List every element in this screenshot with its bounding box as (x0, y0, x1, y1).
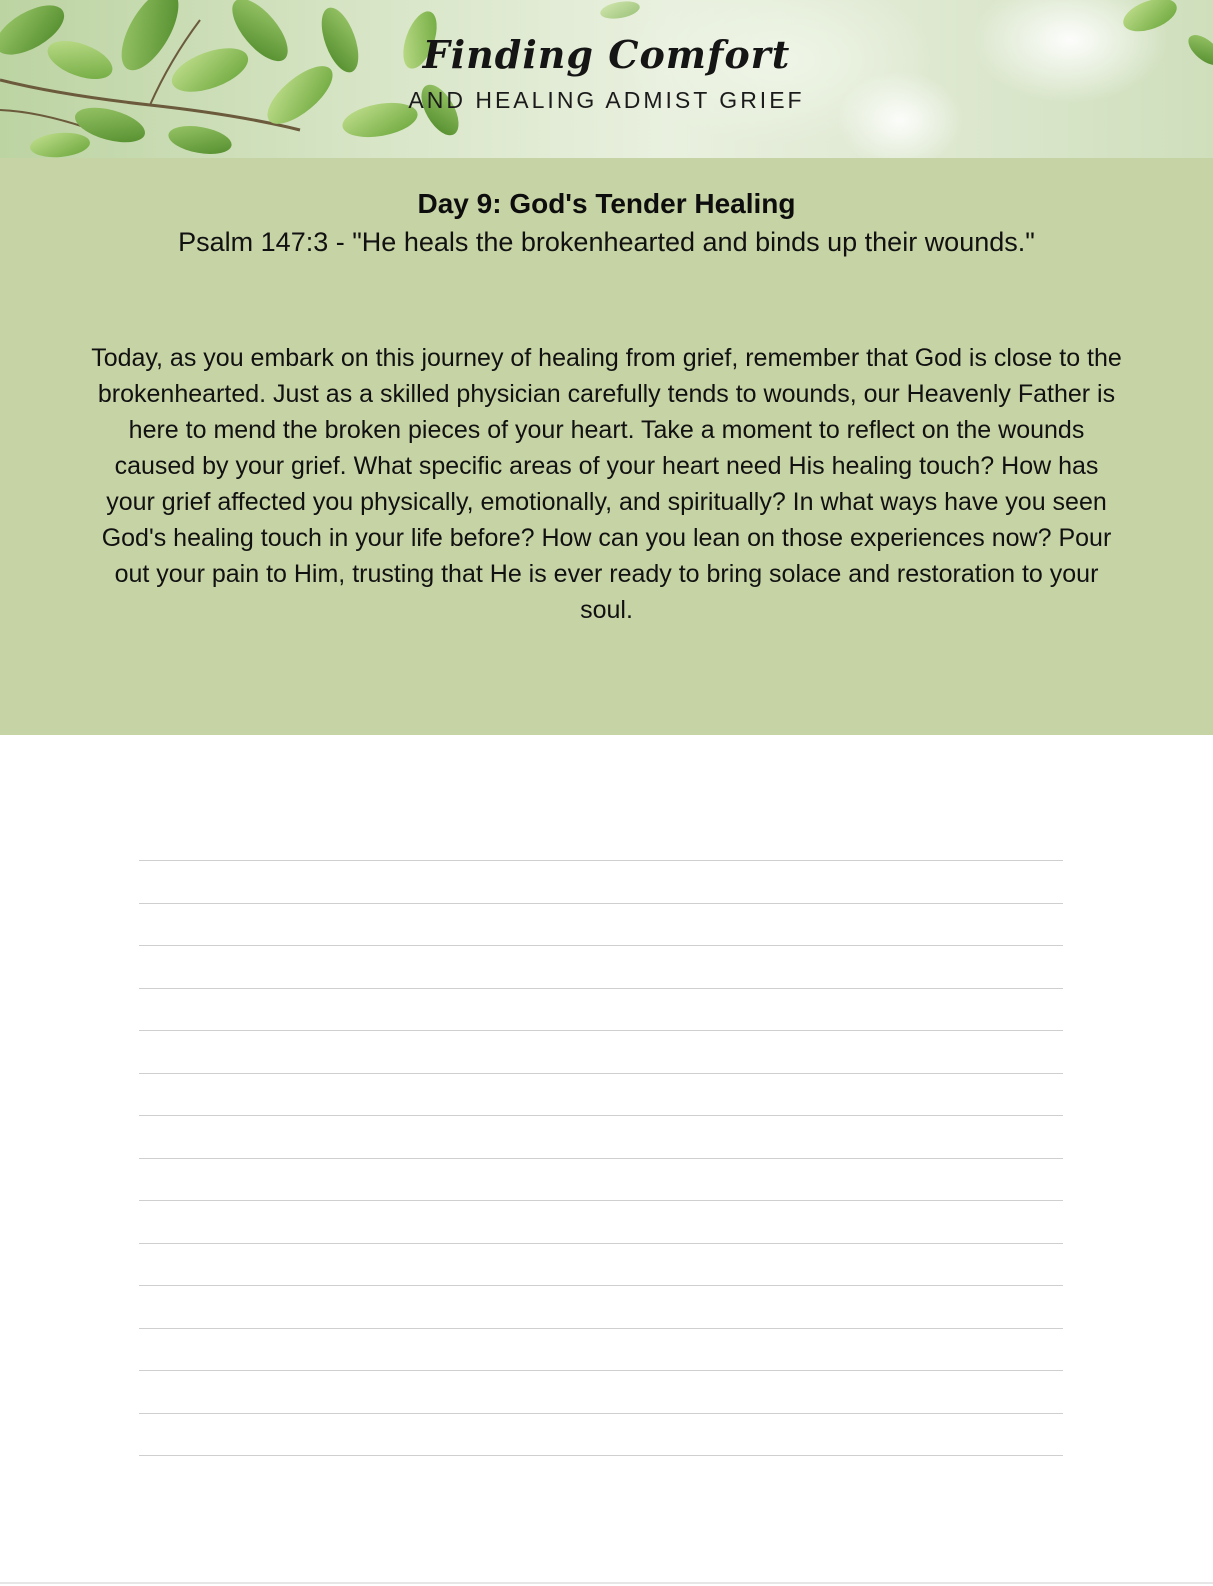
journal-line[interactable] (139, 860, 1063, 861)
journal-line[interactable] (139, 988, 1063, 989)
journal-line[interactable] (139, 903, 1063, 904)
journal-line[interactable] (139, 945, 1063, 946)
day-title: Day 9: God's Tender Healing (417, 188, 796, 219)
journal-line[interactable] (139, 1158, 1063, 1159)
journal-line[interactable] (139, 1455, 1063, 1456)
scripture-verse: Psalm 147:3 - "He heals the brokenhearted and binds up their wounds." (178, 227, 1035, 257)
journal-line[interactable] (139, 1073, 1063, 1074)
journal-line[interactable] (139, 1285, 1063, 1286)
journal-line[interactable] (139, 1328, 1063, 1329)
devotional-body: Today, as you embark on this journey of healing from grief, remember that God is close to the brokenhearted. Just as a skilled physician carefully tends to wounds, our Heavenly Father is here to mend the broken pieces of your heart. Take a moment to reflect on the wounds caused by your grief. What specific areas of your heart need His healing touch? How has your grief affected you physically, emotionally, and spiritually? In what ways have you seen God's healing touch in your life before? How can you lean on those experiences now? Pour out your pain to Him, trusting that He is ever ready to bring solace and restoration to your soul. (91, 344, 1122, 624)
devotional-panel (0, 158, 1213, 735)
leaves-illustration (0, 0, 1213, 158)
page-bottom-divider (0, 1582, 1213, 1584)
journal-line[interactable] (139, 1030, 1063, 1031)
header-banner (0, 0, 1213, 158)
journal-line[interactable] (139, 1243, 1063, 1244)
header-title: Finding Comfort (422, 32, 791, 77)
journal-line[interactable] (139, 1413, 1063, 1414)
journal-line[interactable] (139, 1370, 1063, 1371)
journal-line[interactable] (139, 1200, 1063, 1201)
header-subtitle: AND HEALING ADMIST GRIEF (408, 87, 805, 113)
journal-line[interactable] (139, 1115, 1063, 1116)
